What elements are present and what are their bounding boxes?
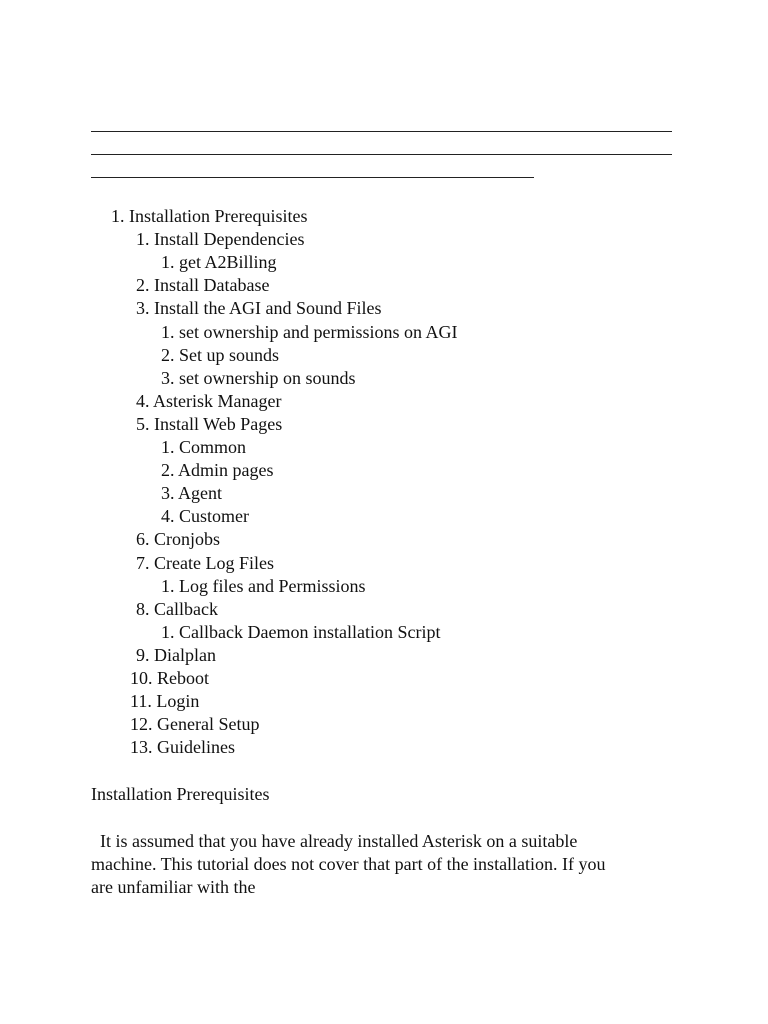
toc-item-label: Callback xyxy=(154,598,218,619)
toc-item[interactable] xyxy=(161,505,249,528)
toc-item[interactable] xyxy=(161,436,246,459)
toc-item-number: 8. xyxy=(136,598,150,619)
toc-item[interactable] xyxy=(161,251,277,274)
toc-item-number: 3. xyxy=(161,483,175,504)
toc-item-label: Guidelines xyxy=(157,737,235,758)
toc-item[interactable] xyxy=(161,367,356,390)
toc-item-number: 1. xyxy=(161,575,175,596)
toc-item-label: Agent xyxy=(178,483,223,504)
toc-item[interactable] xyxy=(130,690,199,713)
toc-item[interactable] xyxy=(130,736,235,759)
toc-item-label: Install Dependencies xyxy=(154,229,305,250)
toc-item-number: 3. xyxy=(161,367,175,388)
toc-item-number: 6. xyxy=(136,529,150,550)
toc-item[interactable] xyxy=(161,459,274,482)
toc-item-label: Callback Daemon installation Script xyxy=(179,621,441,642)
toc-item-label: Login xyxy=(156,691,200,712)
toc-item[interactable] xyxy=(161,482,222,505)
toc-item-number: 1. xyxy=(111,206,125,226)
toc-item[interactable] xyxy=(136,228,304,251)
paragraph-line: are unfamiliar with the xyxy=(91,877,256,897)
toc-item-label: Install the AGI and Sound Files xyxy=(154,298,382,319)
toc-item-label: Installation Prerequisites xyxy=(129,206,308,226)
toc-item-label: set ownership on sounds xyxy=(179,367,356,388)
toc-item[interactable] xyxy=(161,321,457,344)
section-heading: Installation Prerequisites xyxy=(91,784,270,804)
toc-item[interactable] xyxy=(130,667,209,690)
toc-item[interactable] xyxy=(111,205,307,228)
toc-item-number: 1. xyxy=(136,229,150,250)
toc-item-label: Admin pages xyxy=(178,460,274,481)
toc-item-label: Customer xyxy=(179,506,249,527)
toc-item-number: 1. xyxy=(161,252,175,273)
toc-item-label: Cronjobs xyxy=(154,529,221,550)
toc-item-number: 13. xyxy=(130,737,153,758)
toc-item[interactable] xyxy=(136,413,282,436)
toc-item[interactable] xyxy=(136,274,269,297)
toc-item-label: Common xyxy=(179,437,247,457)
toc-item[interactable] xyxy=(161,621,440,644)
toc-item[interactable] xyxy=(161,575,366,598)
toc-item-number: 4. xyxy=(161,506,175,527)
toc-item-number: 9. xyxy=(136,644,150,665)
horizontal-rule-1 xyxy=(91,131,672,132)
toc-item-label: Create Log Files xyxy=(154,552,274,573)
toc-item-label: get A2Billing xyxy=(179,252,277,273)
toc-item[interactable] xyxy=(136,390,281,413)
horizontal-rule-3 xyxy=(91,177,534,178)
toc-item[interactable] xyxy=(136,552,274,575)
toc-item-label: Install Database xyxy=(154,275,270,296)
toc-item-number: 10. xyxy=(130,668,153,688)
toc-item-number: 11. xyxy=(130,691,152,712)
toc-item-label: Install Web Pages xyxy=(154,413,283,434)
toc-item-number: 1. xyxy=(161,437,175,457)
toc-item-number: 1. xyxy=(161,621,175,642)
paragraph-line: machine. This tutorial does not cover that part of the installation. If you xyxy=(91,854,606,874)
toc-item-number: 12. xyxy=(130,714,153,735)
toc-item-number: 5. xyxy=(136,413,150,434)
toc-item-number: 2. xyxy=(161,344,175,365)
toc-item-number: 7. xyxy=(136,552,150,573)
toc-item-number: 4. xyxy=(136,390,150,411)
toc-item-label: Set up sounds xyxy=(179,344,280,365)
toc-item-label: Asterisk Manager xyxy=(153,390,282,411)
toc-item[interactable] xyxy=(130,713,259,736)
toc-item[interactable] xyxy=(136,598,218,621)
toc-item-label: General Setup xyxy=(157,714,260,735)
toc-item[interactable] xyxy=(136,528,220,551)
toc-item-label: set ownership and permissions on AGI xyxy=(179,321,458,342)
toc-item-label: Log files and Permissions xyxy=(179,575,366,596)
toc-item-number: 3. xyxy=(136,298,150,319)
toc-item[interactable] xyxy=(161,344,279,367)
intro-paragraph xyxy=(91,830,681,899)
toc-item[interactable] xyxy=(136,644,216,667)
toc-item-number: 1. xyxy=(161,321,175,342)
horizontal-rule-2 xyxy=(91,154,672,155)
toc-item-number: 2. xyxy=(161,460,175,481)
toc-item-number: 2. xyxy=(136,275,150,296)
toc-item-label: Dialplan xyxy=(154,644,216,665)
paragraph-line: It is assumed that you have already installed Asterisk on a suitable xyxy=(100,831,578,851)
toc-item[interactable] xyxy=(136,297,382,320)
toc-item-label: Reboot xyxy=(157,668,209,688)
